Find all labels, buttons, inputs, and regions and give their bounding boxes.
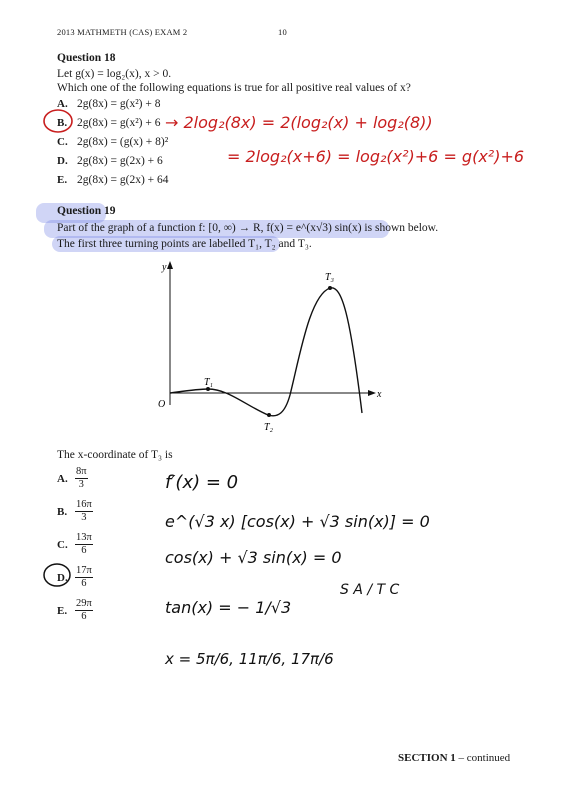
q19-option-a-letter[interactable]: A.	[57, 473, 68, 485]
q18-option-e-text: 2g(8x) = g(2x) + 64	[77, 174, 169, 186]
q19-option-d-fraction	[75, 565, 93, 590]
x-axis-label: x	[377, 389, 382, 400]
q18-option-c-text: 2g(8x) = (g(x) + 8)²	[77, 136, 169, 148]
q19-option-e-letter[interactable]: E.	[57, 605, 68, 617]
q19-work-step-5: x = 5π/6, 11π/6, 17π/6	[165, 650, 334, 668]
footer-continued: – continued	[455, 752, 511, 764]
q19-option-b-letter[interactable]: B.	[57, 506, 68, 518]
question-19-prompt: The x-coordinate of T₃ is	[57, 449, 173, 461]
q18-option-e-letter[interactable]: E.	[57, 174, 68, 186]
y-axis-arrow	[167, 261, 173, 269]
t3-label: T₃	[325, 272, 335, 283]
question-19-line-2: The first three turning points are labelled T₁, T₂ and T₃.	[57, 238, 312, 250]
q19-option-a-numerator: 8π	[76, 466, 87, 477]
q19-option-e-denominator: 6	[81, 611, 87, 622]
q18-handwritten-step-1: → 2log₂(8x) = 2(log₂(x) + log₂(8))	[165, 113, 433, 132]
q18-handwritten-step-2: = 2log₂(x+6) = log₂(x²)+6 = g(x²)+6	[227, 147, 525, 166]
q19-option-d-letter[interactable]: D.	[57, 572, 68, 584]
q19-work-step-1: f′(x) = 0	[165, 472, 239, 493]
q18-option-a-text: 2g(8x) = g(x²) + 8	[77, 98, 161, 110]
q19-option-d-denominator: 6	[81, 578, 87, 589]
q19-work-step-4: tan(x) = − 1/√3	[165, 598, 292, 617]
turning-point-t3	[328, 286, 332, 290]
t2-label: T₂	[264, 422, 274, 433]
answer-circle-b	[40, 106, 76, 136]
turning-point-t2	[267, 413, 271, 417]
q19-work-step-2: e^(√3 x) [cos(x) + √3 sin(x)] = 0	[165, 512, 430, 531]
y-axis-label: y	[162, 262, 167, 273]
answer-circle-d	[40, 560, 74, 590]
q19-option-c-fraction	[75, 532, 93, 557]
footer-section: SECTION 1	[398, 752, 456, 764]
origin-label: O	[158, 399, 166, 410]
astc-side-note: S A / T C	[340, 582, 400, 598]
q19-option-e-numerator: 29π	[76, 598, 92, 609]
q19-option-c-denominator: 6	[81, 545, 87, 556]
q18-option-c-letter[interactable]: C.	[57, 136, 68, 148]
q18-option-d-text: 2g(8x) = g(2x) + 6	[77, 155, 163, 167]
page-number: 10	[278, 27, 287, 37]
q18-option-a-letter[interactable]: A.	[57, 98, 68, 110]
footer	[398, 752, 510, 764]
q19-option-c-letter[interactable]: C.	[57, 539, 68, 551]
question-18-prompt: Which one of the following equations is true for all positive real values of x?	[57, 82, 411, 94]
question-19-title: Question 19	[57, 205, 116, 217]
question-18-intro: Let g(x) = log₂(x), x > 0.	[57, 68, 172, 80]
question-18-title: Question 18	[57, 52, 116, 64]
q18-option-b-letter[interactable]: B.	[57, 117, 68, 129]
q18-option-d-letter[interactable]: D.	[57, 155, 68, 167]
q18-option-b-text: 2g(8x) = g(x²) + 6	[77, 117, 161, 129]
x-axis-arrow	[368, 390, 376, 396]
function-graph	[140, 255, 400, 440]
question-19-line-1: Part of the graph of a function f: [0, ∞) → R, f(x) = e^(x√3) sin(x) is shown below.	[57, 222, 439, 234]
q19-option-e-fraction	[75, 598, 93, 623]
q19-option-d-numerator: 17π	[76, 565, 92, 576]
exam-header: 2013 MATHMETH (CAS) EXAM 2	[57, 27, 188, 37]
t1-label: T₁	[204, 377, 214, 388]
q19-option-b-denominator: 3	[81, 512, 87, 523]
function-curve	[170, 288, 362, 416]
q19-option-b-fraction	[75, 499, 93, 524]
q19-work-step-3: cos(x) + √3 sin(x) = 0	[165, 548, 342, 567]
q19-option-c-numerator: 13π	[76, 532, 92, 543]
q19-option-a-denominator: 3	[78, 479, 84, 490]
q19-option-b-numerator: 16π	[76, 499, 92, 510]
q19-option-a-fraction	[75, 466, 88, 491]
